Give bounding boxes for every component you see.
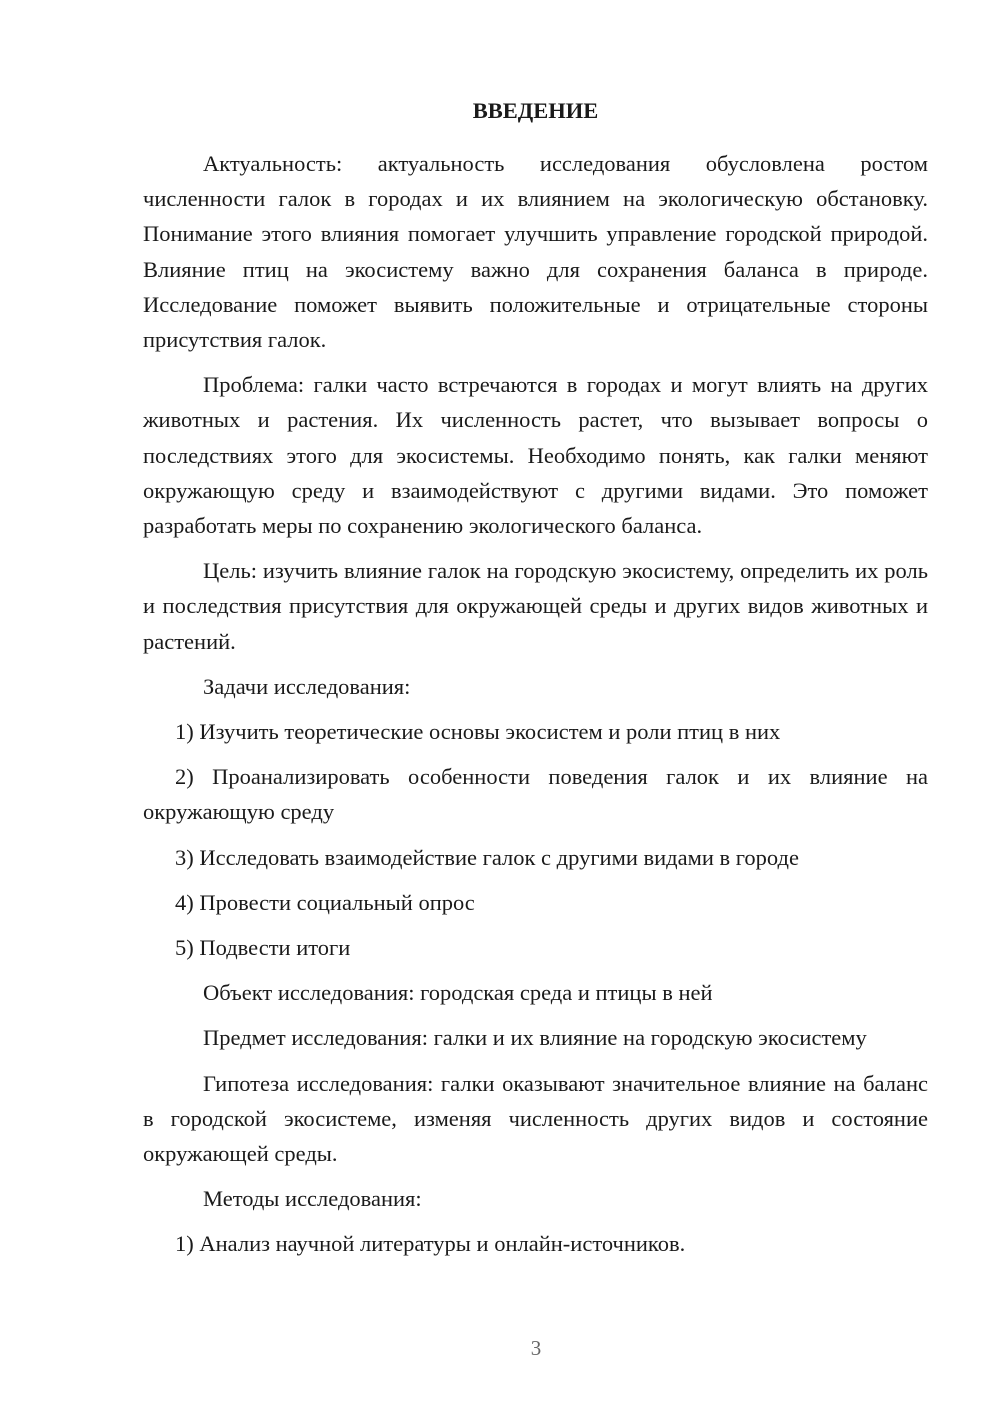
- section-heading: ВВЕДЕНИЕ: [472, 98, 599, 123]
- paragraph-object: Объект исследования: городская среда и птицы в ней: [203, 980, 713, 1006]
- task-item-4: 4) Провести социальный опрос: [175, 889, 475, 915]
- method-item-1: 1) Анализ научной литературы и онлайн-источников.: [175, 1231, 686, 1257]
- paragraph-tasks-title: Задачи исследования:: [203, 673, 411, 699]
- paragraph-relevance: Актуальность: актуальность исследования обусловлена ростом численности галок в городах и их влиянием на экологическую обстановку. Понимание этого влияния помогает улучшить управление городской природой. Влияние птиц на экосистему важно для сохранения баланса в природе. Исследование поможет выявить положительные и отрицательные стороны присутствия галок.: [143, 151, 928, 353]
- task-item-1: 1) Изучить теоретические основы экосистем и роли птиц в них: [175, 719, 781, 745]
- document-body: [143, 96, 928, 1272]
- task-item-2: 2) Проанализировать особенности поведения галок и их влияние на окружающую среду: [143, 764, 928, 825]
- paragraph-hypothesis: Гипотеза исследования: галки оказывают значительное влияние на баланс в городской экосистеме, изменяя численность других видов и состояние окружающей среды.: [143, 1070, 928, 1167]
- paragraph-goal: Цель: изучить влияние галок на городскую экосистему, определить их роль и последствия присутствия для окружающей среды и других видов животных и растений.: [143, 558, 928, 654]
- paragraph-methods-title: Методы исследования:: [203, 1186, 422, 1212]
- paragraph-subject: Предмет исследования: галки и их влияние на городскую экосистему: [203, 1025, 867, 1051]
- paragraph-problem: Проблема: галки часто встречаются в городах и могут влиять на других животных и растения. Их численность растет, что вызывает вопросы о последствиях этого для экосистемы. Необходимо понять, как галки меняют окружающую среду и взаимодействуют с другими видами. Это поможет разработать меры по сохранению экологического баланса.: [143, 372, 928, 539]
- page-number: 3: [530, 1336, 542, 1360]
- task-item-3: 3) Исследовать взаимодействие галок с другими видами в городе: [175, 844, 799, 870]
- task-item-5: 5) Подвести итоги: [175, 935, 351, 961]
